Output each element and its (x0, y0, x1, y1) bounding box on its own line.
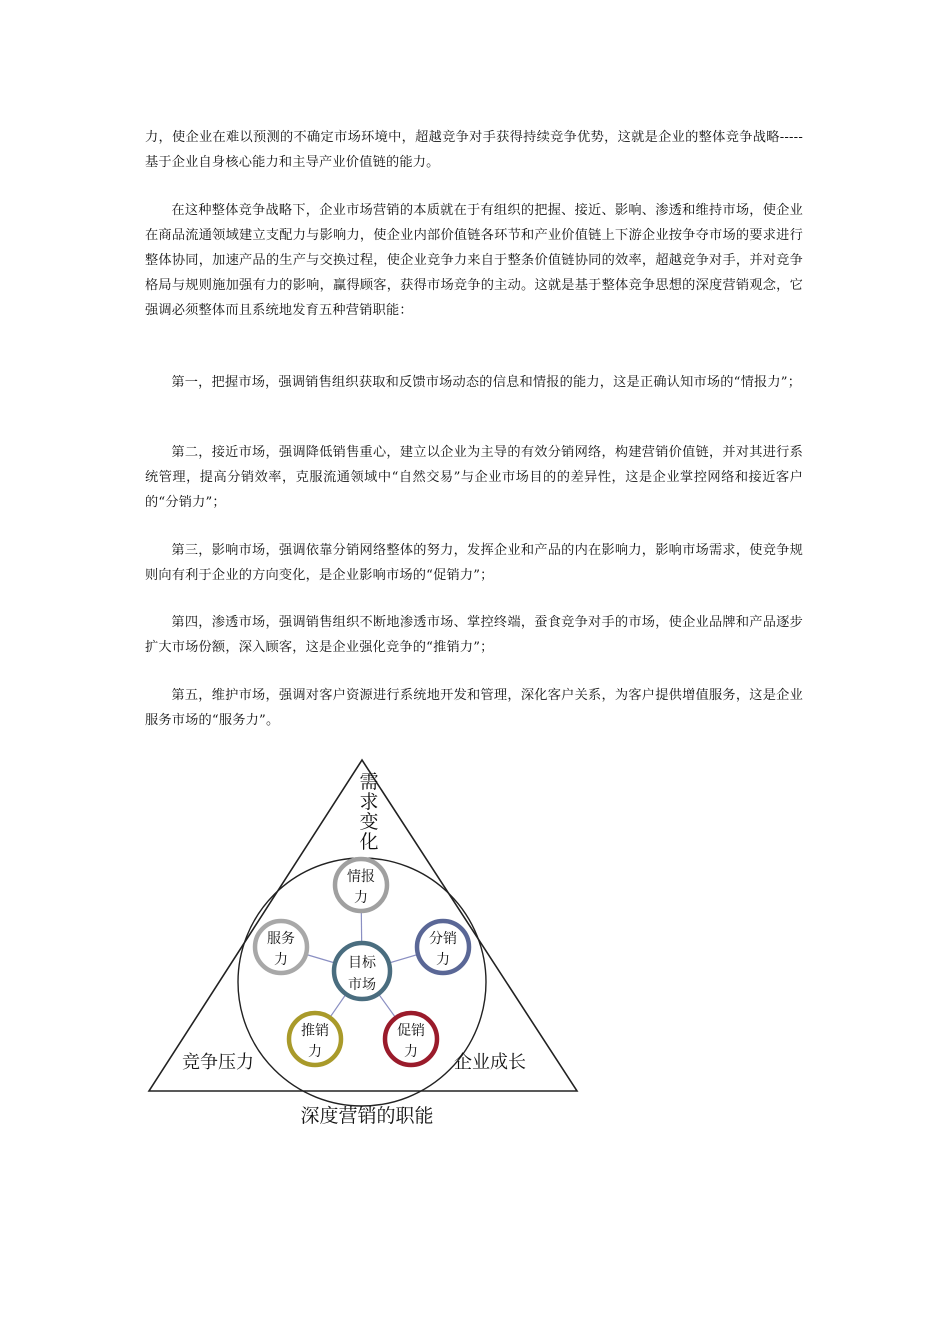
center-label-line1: 目标 (348, 955, 376, 971)
function-node-label-line1: 促销 (397, 1023, 425, 1039)
paragraph-text: 在这种整体竞争战略下，企业市场营销的本质就在于有组织的把握、接近、影响、渗透和维持市场，使企业在商品流通领域建立支配力与影响力，使企业内部价值链各环节和产业价值链上下游企业按争夺市场的要求进行整体协同，加速产品的生产与交换过程，使企业竞争力来自于整条价值链协同的效率，超越竞争对手，并对竞争格局与规则施加强有力的影响，赢得顾客，获得市场竞争的主动。这就是基于整体竞争思想的深度营销观念，它强调必须整体而且系统地发育五种营销职能： (145, 203, 803, 318)
function-node-label-line2: 力 (308, 1044, 322, 1060)
paragraph-text: 第一，把握市场，强调销售组织获取和反馈市场动态的信息和情报的能力，这是正确认知市场的“情报力”； (171, 375, 802, 390)
function-node (385, 1013, 437, 1065)
paragraph (145, 125, 803, 175)
left-label-competitive-pressure: 竞争压力 (182, 1052, 254, 1073)
deep-marketing-diagram (140, 755, 590, 1135)
function-node (255, 921, 307, 973)
function-node (335, 859, 387, 911)
function-node-label-line1: 推销 (301, 1023, 329, 1039)
function-node-label-line1: 服务 (267, 931, 295, 947)
paragraph-text: 第三，影响市场，强调依靠分销网络整体的努力，发挥企业和产品的内在影响力，影响市场需求，使竞争规则向有利于企业的方向变化，是企业影响市场的“促销力”； (145, 543, 803, 583)
paragraph-function-5 (145, 683, 803, 733)
top-label-char: 变 (359, 811, 379, 833)
paragraph-function-1 (145, 370, 803, 395)
paragraph-text: 力，使企业在难以预测的不确定市场环境中，超越竞争对手获得持续竞争优势，这就是企业的整体竞争战略-----基于企业自身核心能力和主导产业价值链的能力。 (145, 130, 803, 170)
function-node-label-line2: 力 (354, 890, 368, 906)
function-node-label-line1: 情报 (347, 869, 375, 885)
top-label-char: 需 (359, 771, 379, 793)
function-node-label-line2: 力 (404, 1044, 418, 1060)
paragraph (145, 198, 803, 323)
function-node-label-line2: 力 (274, 952, 288, 968)
center-node (334, 943, 390, 999)
function-node (289, 1013, 341, 1065)
diagram-title: 深度营销的职能 (300, 1105, 434, 1127)
paragraph-text: 第四，渗透市场，强调销售组织不断地渗透市场、掌控终端，蚕食竞争对手的市场，使企业品牌和产品逐步扩大市场份额，深入顾客，这是企业强化竞争的“推销力”； (145, 615, 803, 655)
center-label-line2: 市场 (348, 977, 376, 993)
top-label-char: 化 (359, 831, 379, 853)
top-label-demand-change (359, 771, 378, 853)
function-node-label-line1: 分销 (429, 931, 457, 947)
paragraph-function-4 (145, 610, 803, 660)
paragraph-text: 第二，接近市场，强调降低销售重心，建立以企业为主导的有效分销网络，构建营销价值链，并对其进行系统管理，提高分销效率，克服流通领域中“自然交易”与企业市场目的的差异性，这是企业掌控网络和接近客户的“分销力”； (145, 445, 803, 510)
paragraph-text: 第五，维护市场，强调对客户资源进行系统地开发和管理，深化客户关系，为客户提供增值服务，这是企业服务市场的“服务力”。 (145, 688, 803, 728)
right-label-enterprise-growth: 企业成长 (454, 1052, 526, 1073)
paragraph-function-2 (145, 440, 803, 515)
function-node-label-line2: 力 (436, 952, 450, 968)
paragraph-function-3 (145, 538, 803, 588)
function-node (417, 921, 469, 973)
diagram-svg (140, 755, 590, 1135)
top-label-char: 求 (359, 791, 379, 813)
